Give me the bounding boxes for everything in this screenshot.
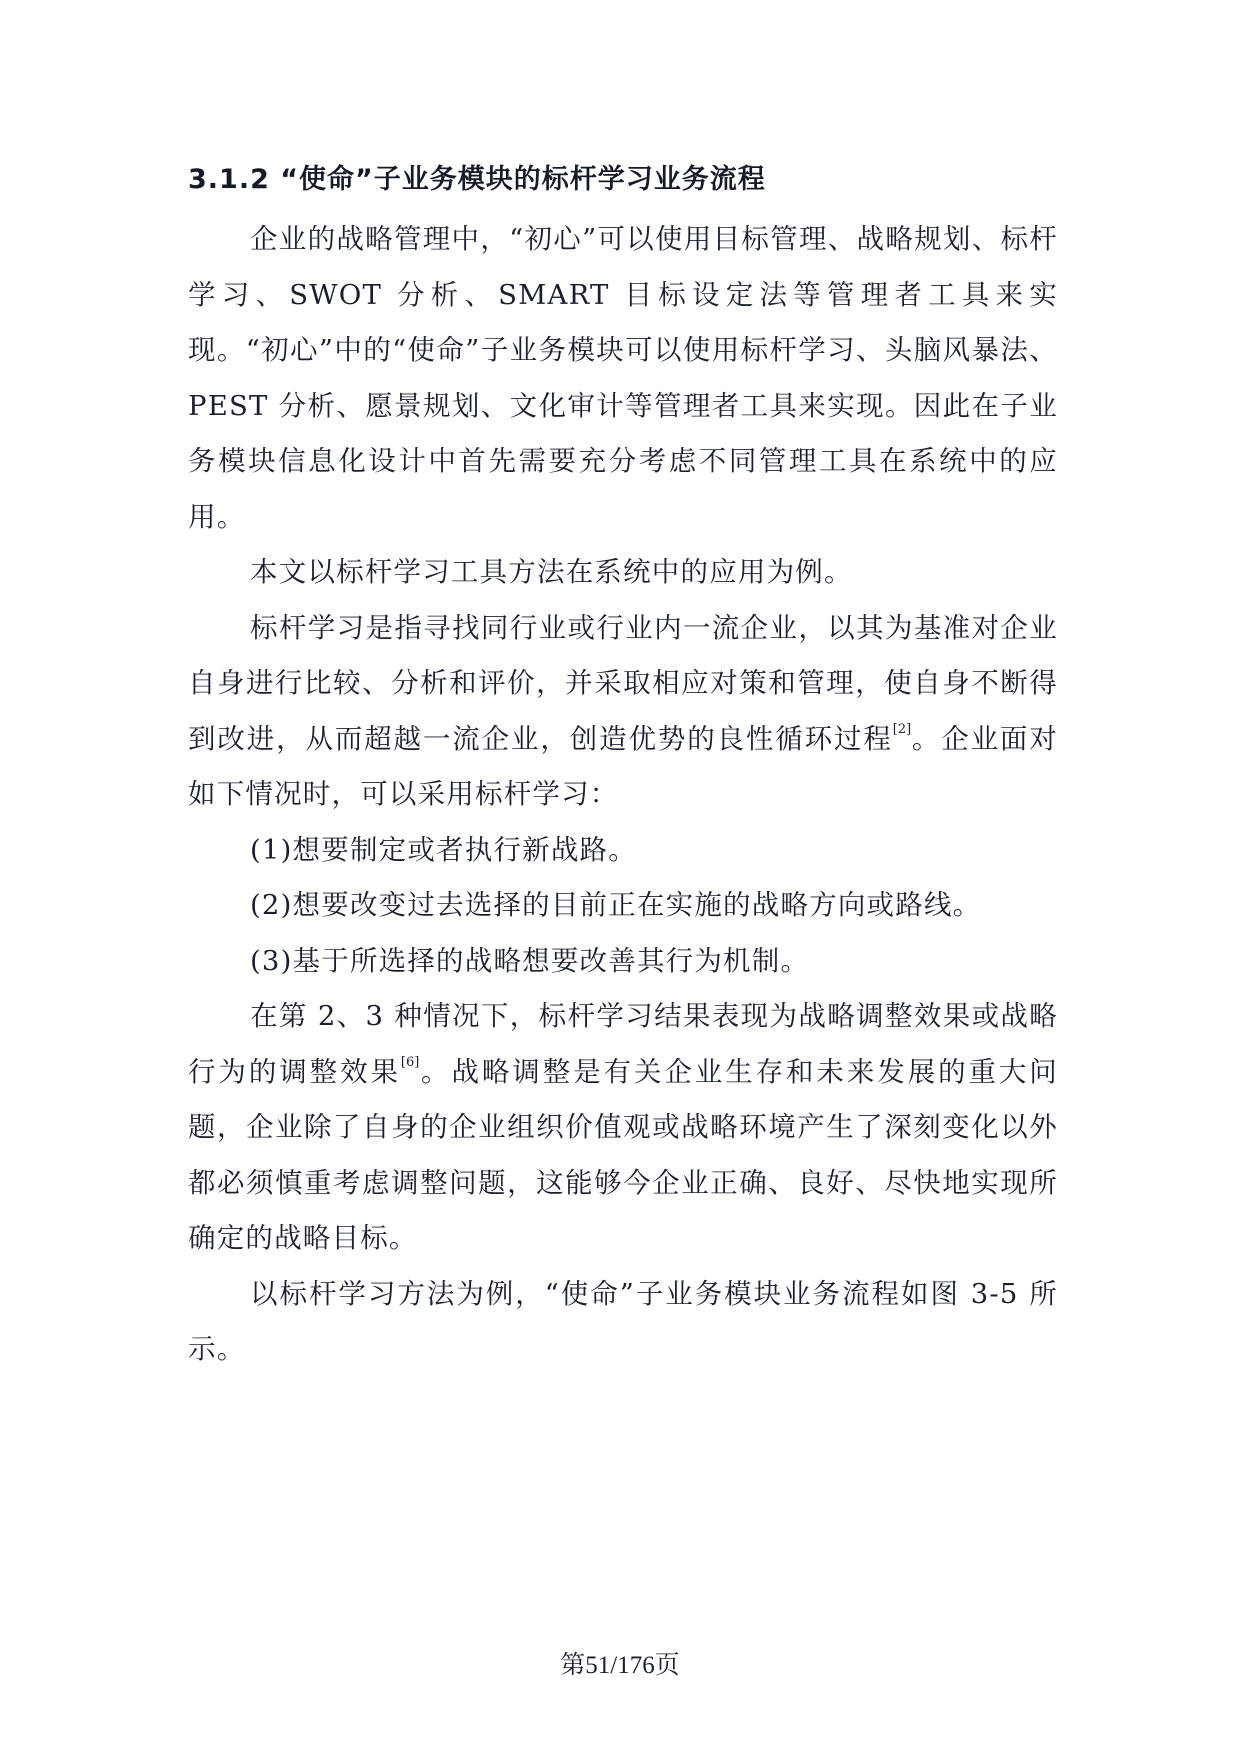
paragraph-text: 标杆学习是指寻找同行业或行业内一流企业，以其为基准对企业自身进行比较、分析和评价，并采取相应对策和管理，使自身不断得到改进，从而超越一流企业，创造优势的良性循环过程 [188,611,1058,755]
citation-marker: [2] [892,722,912,738]
paragraph-intro: 企业的战略管理中，“初心”可以使用目标管理、战略规划、标杆学习、SWOT 分析、SMART 目标设定法等管理者工具来实现。“初心”中的“使命”子业务模块可以使用标杆学习、头脑风暴法、PEST 分析、愿景规划、文化审计等管理者工具来实现。因此在子业务模块信息化设计中首先需要充分考虑不同管理工具在系统中的应用。 [188,223,1058,533]
citation-marker: [6] [400,1055,420,1071]
paragraph-example: 本文以标杆学习工具方法在系统中的应用为例。 [250,556,853,588]
paragraph-text: 在第 2、3 种情况下，标杆学习结果表现为战略调整效果或战略行为的调整效果 [188,1000,1058,1088]
list-item: (2)想要改变过去选择的目前正在实施的战略方向或路线。 [250,889,982,921]
paragraph-figure-reference: 以标杆学习方法为例，“使命”子业务模块业务流程如图 3-5 所示。 [188,1277,1058,1365]
paragraph-benchmark-definition [188,601,1058,823]
page-number: 第51/176页 [560,1652,680,1679]
paragraph-strategy-adjustment [188,989,1058,1267]
paragraph-text: 。战略调整是有关企业生存和未来发展的重大问题，企业除了自身的企业组织价值观或战略环境产生了深刻变化以外都必须慎重考虑调整问题，这能够今企业正确、良好、尽快地实现所确定的战略目标。 [188,1055,1059,1254]
list-item: (1)想要制定或者执行新战路。 [250,833,637,866]
page-content [188,160,1058,1378]
list-item: (3)基于所选择的战略想要改善其行为机制。 [250,944,810,977]
section-heading: 3.1.2 “使命”子业务模块的标杆学习业务流程 [188,164,766,195]
paragraph-text: 。企业面对如下情况时，可以采用标杆学习： [188,722,1058,810]
